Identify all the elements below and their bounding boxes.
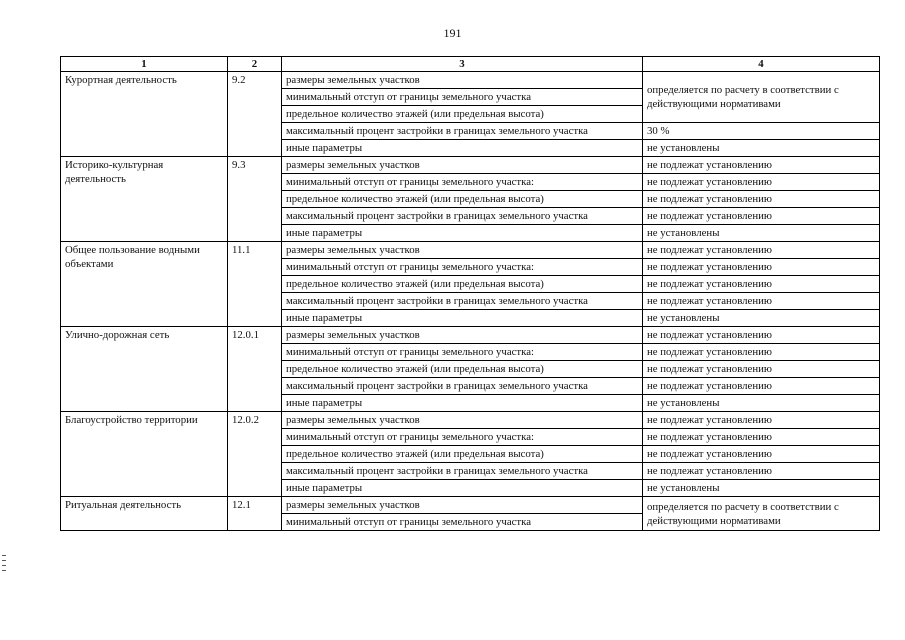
value-cell: не подлежат установлению: [643, 293, 880, 310]
parameter-cell: предельное количество этажей (или предельная высота): [282, 191, 643, 208]
column-header: 2: [228, 57, 282, 72]
parameter-cell: размеры земельных участков: [282, 412, 643, 429]
value-cell: не подлежат установлению: [643, 446, 880, 463]
value-cell: не установлены: [643, 225, 880, 242]
parameter-cell: иные параметры: [282, 140, 643, 157]
value-cell: не установлены: [643, 310, 880, 327]
value-cell: не подлежат установлению: [643, 429, 880, 446]
value-cell: не установлены: [643, 395, 880, 412]
parameter-cell: минимальный отступ от границы земельного участка:: [282, 259, 643, 276]
value-cell: 30 %: [643, 123, 880, 140]
parameter-cell: размеры земельных участков: [282, 157, 643, 174]
activity-code: 12.0.1: [228, 327, 282, 412]
value-cell: не подлежат установлению: [643, 276, 880, 293]
parameter-cell: иные параметры: [282, 225, 643, 242]
value-cell: не подлежат установлению: [643, 344, 880, 361]
edge-mark: [2, 570, 6, 571]
column-header: 4: [643, 57, 880, 72]
value-cell: не подлежат установлению: [643, 412, 880, 429]
activity-code: 11.1: [228, 242, 282, 327]
parameter-cell: максимальный процент застройки в границах земельного участка: [282, 208, 643, 225]
value-cell: не подлежат установлению: [643, 191, 880, 208]
value-cell: не подлежат установлению: [643, 174, 880, 191]
column-header: 1: [61, 57, 228, 72]
activity-code: 12.0.2: [228, 412, 282, 497]
value-cell: не подлежат установлению: [643, 242, 880, 259]
parameter-cell: минимальный отступ от границы земельного участка:: [282, 174, 643, 191]
parameter-cell: предельное количество этажей (или предельная высота): [282, 276, 643, 293]
edge-mark: [2, 560, 6, 561]
value-cell: не подлежат установлению: [643, 378, 880, 395]
parameter-cell: иные параметры: [282, 310, 643, 327]
table-row: [61, 157, 880, 174]
parameter-cell: предельное количество этажей (или предельная высота): [282, 106, 643, 123]
parameter-cell: минимальный отступ от границы земельного участка: [282, 514, 643, 531]
parameter-cell: предельное количество этажей (или предельная высота): [282, 446, 643, 463]
value-cell: не подлежат установлению: [643, 327, 880, 344]
parameter-cell: минимальный отступ от границы земельного участка: [282, 89, 643, 106]
table-row: [61, 497, 880, 514]
parameter-cell: минимальный отступ от границы земельного участка:: [282, 344, 643, 361]
table-row: [61, 327, 880, 344]
value-cell: определяется по расчету в соответствии с действующими нормативами: [643, 497, 880, 531]
value-cell: не подлежат установлению: [643, 157, 880, 174]
edge-mark: [2, 555, 6, 556]
value-cell: не установлены: [643, 140, 880, 157]
parameter-cell: предельное количество этажей (или предельная высота): [282, 361, 643, 378]
activity-name: Историко-культурная деятельность: [61, 157, 228, 242]
parameter-cell: размеры земельных участков: [282, 327, 643, 344]
parameter-cell: максимальный процент застройки в границах земельного участка: [282, 123, 643, 140]
edge-mark: [2, 565, 6, 566]
parameter-cell: максимальный процент застройки в границах земельного участка: [282, 463, 643, 480]
table-row: [61, 242, 880, 259]
value-cell: не подлежат установлению: [643, 463, 880, 480]
value-cell: не установлены: [643, 480, 880, 497]
table-row: [61, 72, 880, 89]
regulations-table: [60, 56, 880, 531]
activity-code: 9.2: [228, 72, 282, 157]
parameter-cell: размеры земельных участков: [282, 242, 643, 259]
activity-name: Благоустройство территории: [61, 412, 228, 497]
parameter-cell: минимальный отступ от границы земельного участка:: [282, 429, 643, 446]
parameter-cell: максимальный процент застройки в границах земельного участка: [282, 378, 643, 395]
parameter-cell: размеры земельных участков: [282, 497, 643, 514]
parameter-cell: размеры земельных участков: [282, 72, 643, 89]
value-cell: не подлежат установлению: [643, 361, 880, 378]
value-cell: определяется по расчету в соответствии с действующими нормативами: [643, 72, 880, 123]
activity-code: 9.3: [228, 157, 282, 242]
activity-name: Ритуальная деятельность: [61, 497, 228, 531]
scan-edge-marks: [2, 555, 8, 575]
value-cell: не подлежат установлению: [643, 259, 880, 276]
parameter-cell: иные параметры: [282, 395, 643, 412]
column-header: 3: [282, 57, 643, 72]
activity-name: Общее пользование водными объектами: [61, 242, 228, 327]
activity-name: Улично-дорожная сеть: [61, 327, 228, 412]
parameter-cell: максимальный процент застройки в границах земельного участка: [282, 293, 643, 310]
activity-code: 12.1: [228, 497, 282, 531]
page-number: 191: [443, 26, 462, 40]
table-row: [61, 412, 880, 429]
activity-name: Курортная деятельность: [61, 72, 228, 157]
parameter-cell: иные параметры: [282, 480, 643, 497]
value-cell: не подлежат установлению: [643, 208, 880, 225]
header-row: [61, 57, 880, 72]
